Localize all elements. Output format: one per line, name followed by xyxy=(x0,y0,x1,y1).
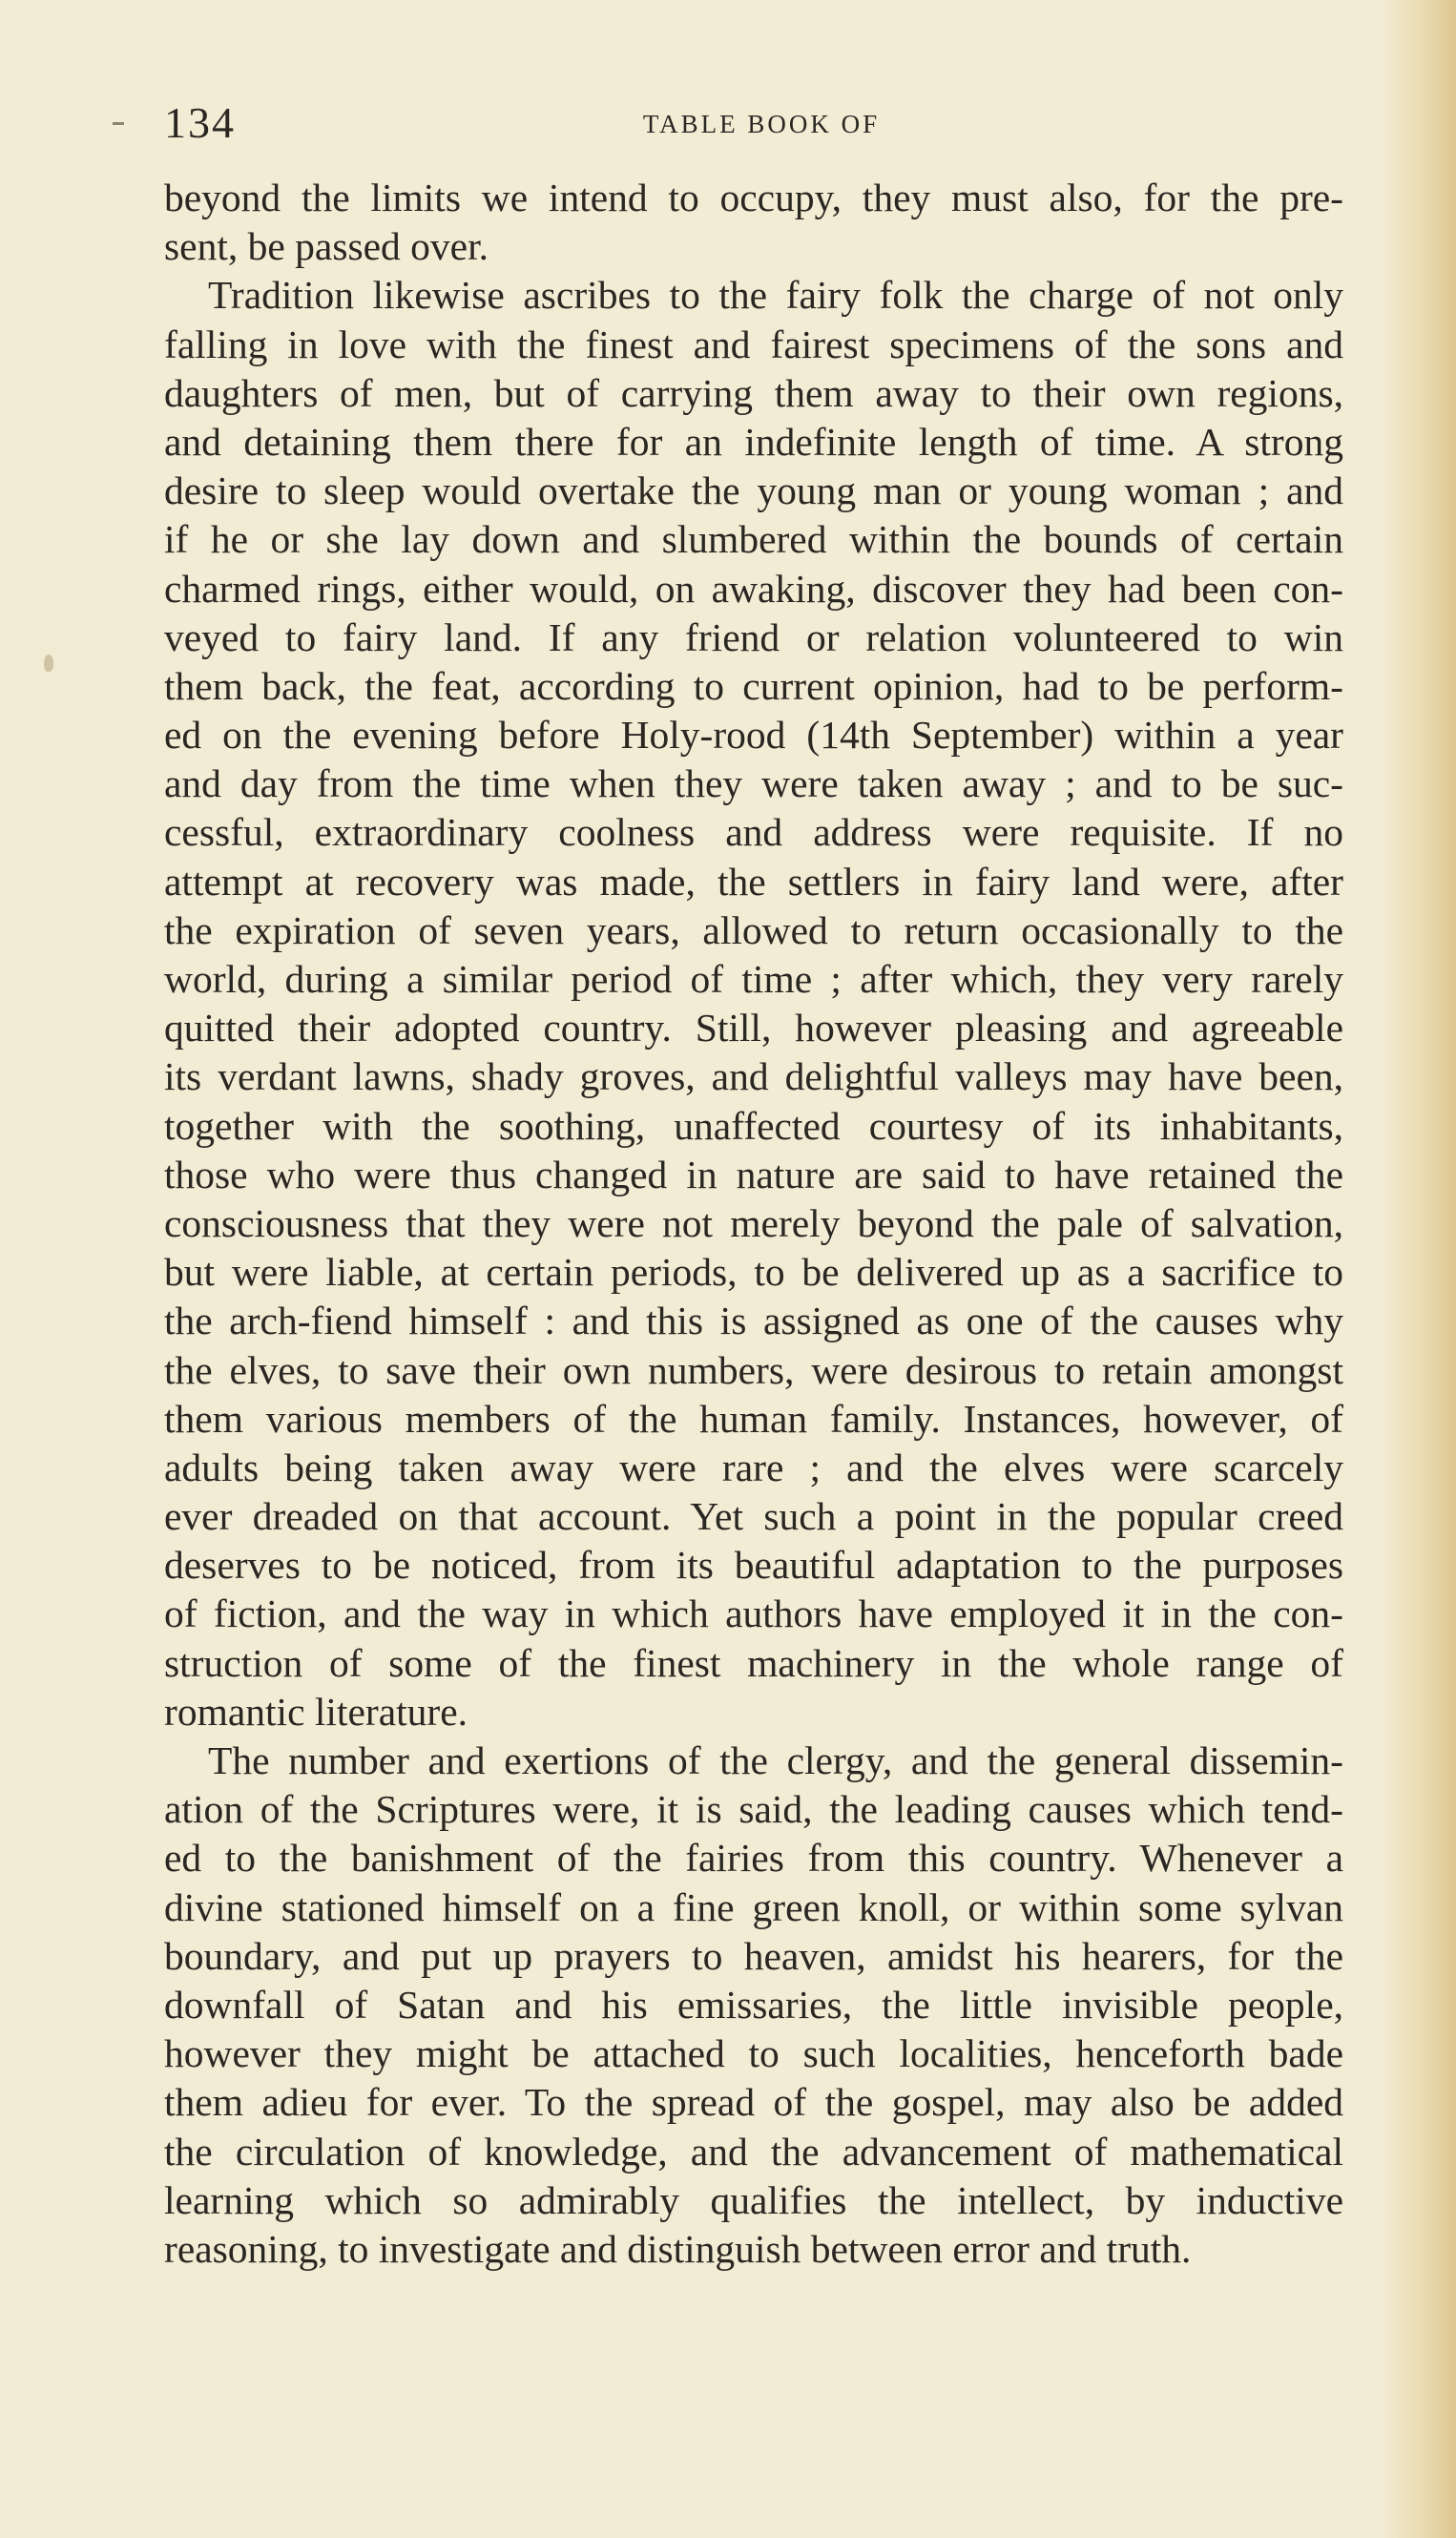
text-line: however they might be attached to such localities, henceforth bade xyxy=(164,2031,1343,2076)
text-line: quitted their adopted country. Still, however pleasing and agreeable xyxy=(164,1006,1343,1051)
text-line: ation of the Scriptures were, it is said, the leading causes which tend- xyxy=(164,1787,1343,1832)
text-line: those who were thus changed in nature are said to have retained the xyxy=(164,1152,1343,1196)
text-line: deserves to be noticed, from its beautiful adaptation to the purposes xyxy=(164,1543,1343,1588)
text-line: its verdant lawns, shady groves, and delightful valleys may have been, xyxy=(164,1054,1343,1099)
page-header xyxy=(164,99,1343,147)
text-line: veyed to fairy land. If any friend or relation volunteered to win xyxy=(164,614,1343,659)
text-line: charmed rings, either would, on awaking, discover they had been con- xyxy=(164,566,1343,611)
text-line: desire to sleep would overtake the young man or young woman ; and xyxy=(164,468,1343,513)
text-line: them back, the feat, according to current opinion, had to be perform- xyxy=(164,663,1343,708)
text-line: consciousness that they were not merely beyond the pale of salvation, xyxy=(164,1200,1343,1245)
text-line: struction of some of the finest machinery in the whole range of xyxy=(164,1640,1343,1685)
text-line: together with the soothing, unaffected courtesy of its inhabitants, xyxy=(164,1103,1343,1148)
text-line: the elves, to save their own numbers, were desirous to retain amongst xyxy=(164,1347,1343,1392)
text-line: adults being taken away were rare ; and the elves were scarcely xyxy=(164,1445,1343,1489)
margin-dash-mark xyxy=(113,122,124,125)
page-edge-shading xyxy=(1380,0,1456,2538)
paragraph xyxy=(164,174,1343,271)
text-line: Tradition likewise ascribes to the fairy folk the charge of not only xyxy=(208,273,1343,318)
text-line: if he or she lay down and slumbered within the bounds of certain xyxy=(164,517,1343,562)
paragraph xyxy=(164,1737,1343,2274)
text-line: and detaining them there for an indefinite length of time. A strong xyxy=(164,419,1343,464)
text-line: the expiration of seven years, allowed to return occasionally to the xyxy=(164,907,1343,952)
text-line: The number and exertions of the clergy, and the general dissemin- xyxy=(208,1738,1343,1782)
text-line: and day from the time when they were taken away ; and to be suc- xyxy=(164,761,1343,806)
text-line: attempt at recovery was made, the settlers in fairy land were, after xyxy=(164,859,1343,904)
body-text xyxy=(164,174,1343,2274)
text-line: the circulation of knowledge, and the advancement of mathematical xyxy=(164,2129,1343,2174)
text-line: cessful, extraordinary coolness and address were requisite. If no xyxy=(164,810,1343,855)
text-line: world, during a similar period of time ; after which, they very rarely xyxy=(164,957,1343,1001)
text-line: learning which so admirably qualifies the intellect, by inductive xyxy=(164,2177,1343,2222)
text-line: ed to the banishment of the fairies from this country. Whenever a xyxy=(164,1836,1343,1881)
text-line: sent, be passed over. xyxy=(164,224,489,269)
text-line: romantic literature. xyxy=(164,1689,468,1734)
paragraph xyxy=(164,271,1343,1737)
page-number: 134 xyxy=(164,98,236,147)
margin-ink-spot xyxy=(44,655,53,672)
text-line: daughters of men, but of carrying them away to their own regions, xyxy=(164,370,1343,415)
text-line: them adieu for ever. To the spread of the gospel, may also be added xyxy=(164,2080,1343,2125)
text-line: boundary, and put up prayers to heaven, amidst his hearers, for the xyxy=(164,1933,1343,1978)
text-line: beyond the limits we intend to occupy, they must also, for the pre- xyxy=(164,176,1343,219)
text-line: divine stationed himself on a fine green knoll, or within some sylvan xyxy=(164,1884,1343,1929)
text-line: them various members of the human family. Instances, however, of xyxy=(164,1396,1343,1441)
text-line: but were liable, at certain periods, to be delivered up as a sacrifice to xyxy=(164,1250,1343,1295)
text-line: reasoning, to investigate and distinguish between error and truth. xyxy=(164,2226,1192,2271)
text-line: ever dreaded on that account. Yet such a point in the popular creed xyxy=(164,1494,1343,1539)
text-line: falling in love with the finest and fairest specimens of the sons and xyxy=(164,322,1343,366)
text-line: ed on the evening before Holy-rood (14th September) within a year xyxy=(164,713,1343,758)
text-line: of fiction, and the way in which authors have employed it in the con- xyxy=(164,1591,1343,1636)
text-line: downfall of Satan and his emissaries, the little invisible people, xyxy=(164,1982,1343,2027)
text-line: the arch-fiend himself : and this is assigned as one of the causes why xyxy=(164,1299,1343,1343)
running-title: TABLE BOOK OF xyxy=(642,110,881,138)
